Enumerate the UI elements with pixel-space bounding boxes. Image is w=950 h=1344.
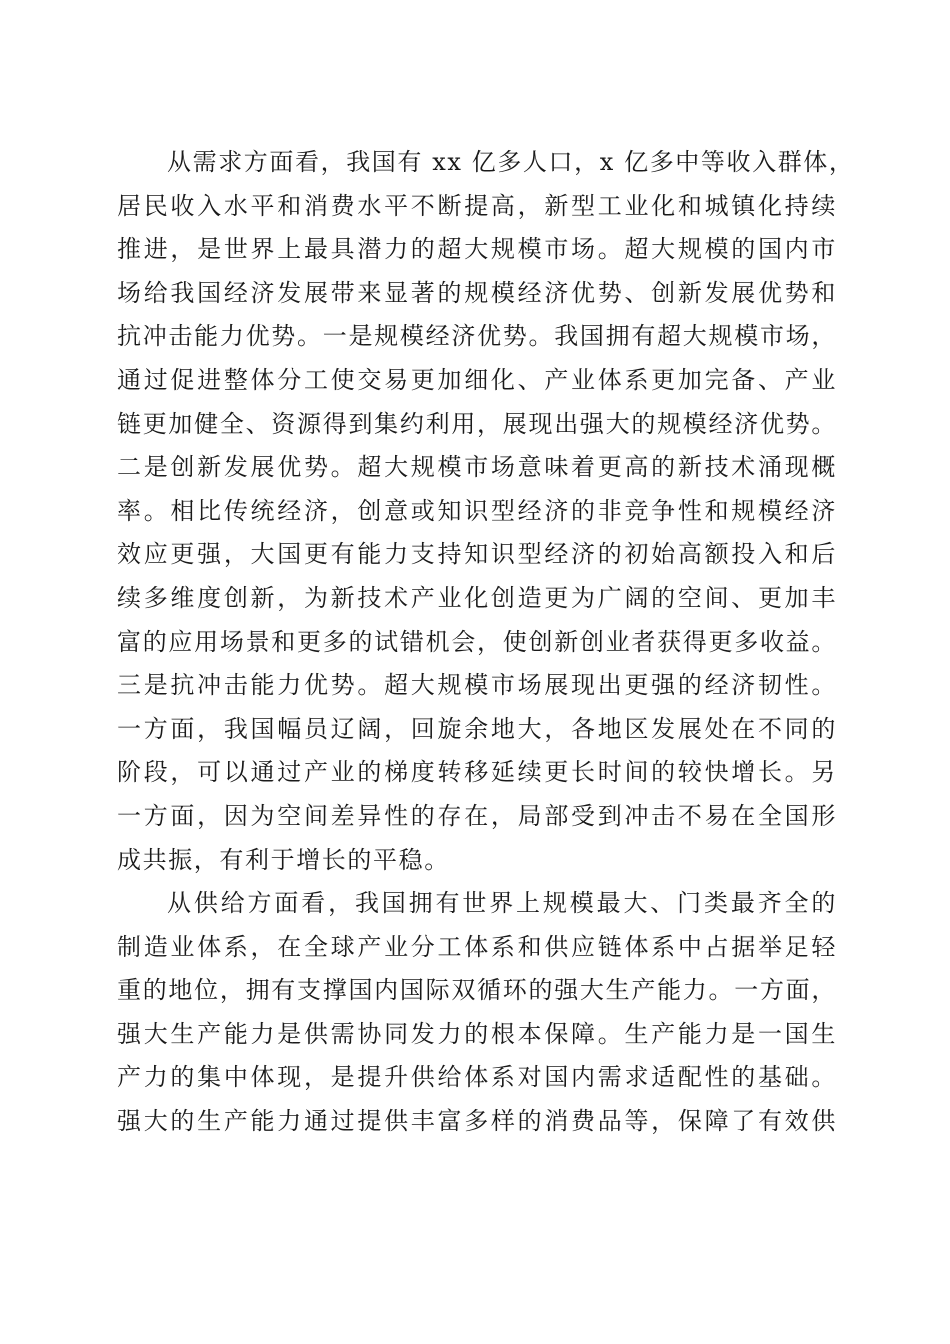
paragraph-line: 产力的集中体现，是提升供给体系对国内需求适配性的基础。 [117, 1063, 837, 1092]
paragraph-line: 续多维度创新，为新技术产业化创造更为广阔的空间、更加丰 [117, 583, 837, 612]
paragraph-demand-side [117, 141, 855, 882]
paragraph-line: 阶段，可以通过产业的梯度转移延续更长时间的较快增长。另 [117, 758, 837, 787]
paragraph-line: 成共振，有利于增长的平稳。 [117, 845, 450, 874]
paragraph-line: 居民收入水平和消费水平不断提高，新型工业化和城镇化持续 [117, 191, 837, 220]
paragraph-supply-side [117, 882, 837, 1144]
paragraph-line: 重的地位，拥有支撑国内国际双循环的强大生产能力。一方面， [117, 976, 837, 1005]
paragraph-line: 效应更强，大国更有能力支持知识型经济的初始高额投入和后 [117, 540, 837, 569]
paragraph-line: 强大生产能力是供需协同发力的根本保障。生产能力是一国生 [117, 1019, 837, 1048]
paragraph-line: 场给我国经济发展带来显著的规模经济优势、创新发展优势和 [117, 278, 837, 307]
paragraph-line: 一方面，因为空间差异性的存在，局部受到冲击不易在全国形 [117, 801, 837, 830]
paragraph-line: 富的应用场景和更多的试错机会，使创新创业者获得更多收益。 [117, 627, 837, 656]
paragraph-line: 链更加健全、资源得到集约利用，展现出强大的规模经济优势。 [117, 409, 837, 438]
paragraph-line: 推进，是世界上最具潜力的超大规模市场。超大规模的国内市 [117, 235, 837, 264]
paragraph-line: 通过促进整体分工使交易更加细化、产业体系更加完备、产业 [117, 365, 837, 394]
paragraph-line: 三是抗冲击能力优势。超大规模市场展现出更强的经济韧性。 [117, 671, 837, 700]
paragraph-line: 率。相比传统经济，创意或知识型经济的非竞争性和规模经济 [117, 496, 837, 525]
paragraph-line: 强大的生产能力通过提供丰富多样的消费品等，保障了有效供 [117, 1107, 837, 1136]
document-body [117, 141, 855, 1144]
paragraph-line: 制造业体系，在全球产业分工体系和供应链体系中占据举足轻 [117, 932, 837, 961]
paragraph-line: 一方面，我国幅员辽阔，回旋余地大，各地区发展处在不同的 [117, 714, 837, 743]
paragraph-line: 从供给方面看，我国拥有世界上规模最大、门类最齐全的 [167, 889, 837, 918]
paragraph-line: 抗冲击能力优势。一是规模经济优势。我国拥有超大规模市场， [117, 322, 837, 351]
paragraph-line: 从需求方面看，我国有 xx 亿多人口，x 亿多中等收入群体， [167, 148, 855, 176]
paragraph-line: 二是创新发展优势。超大规模市场意味着更高的新技术涌现概 [117, 453, 837, 482]
